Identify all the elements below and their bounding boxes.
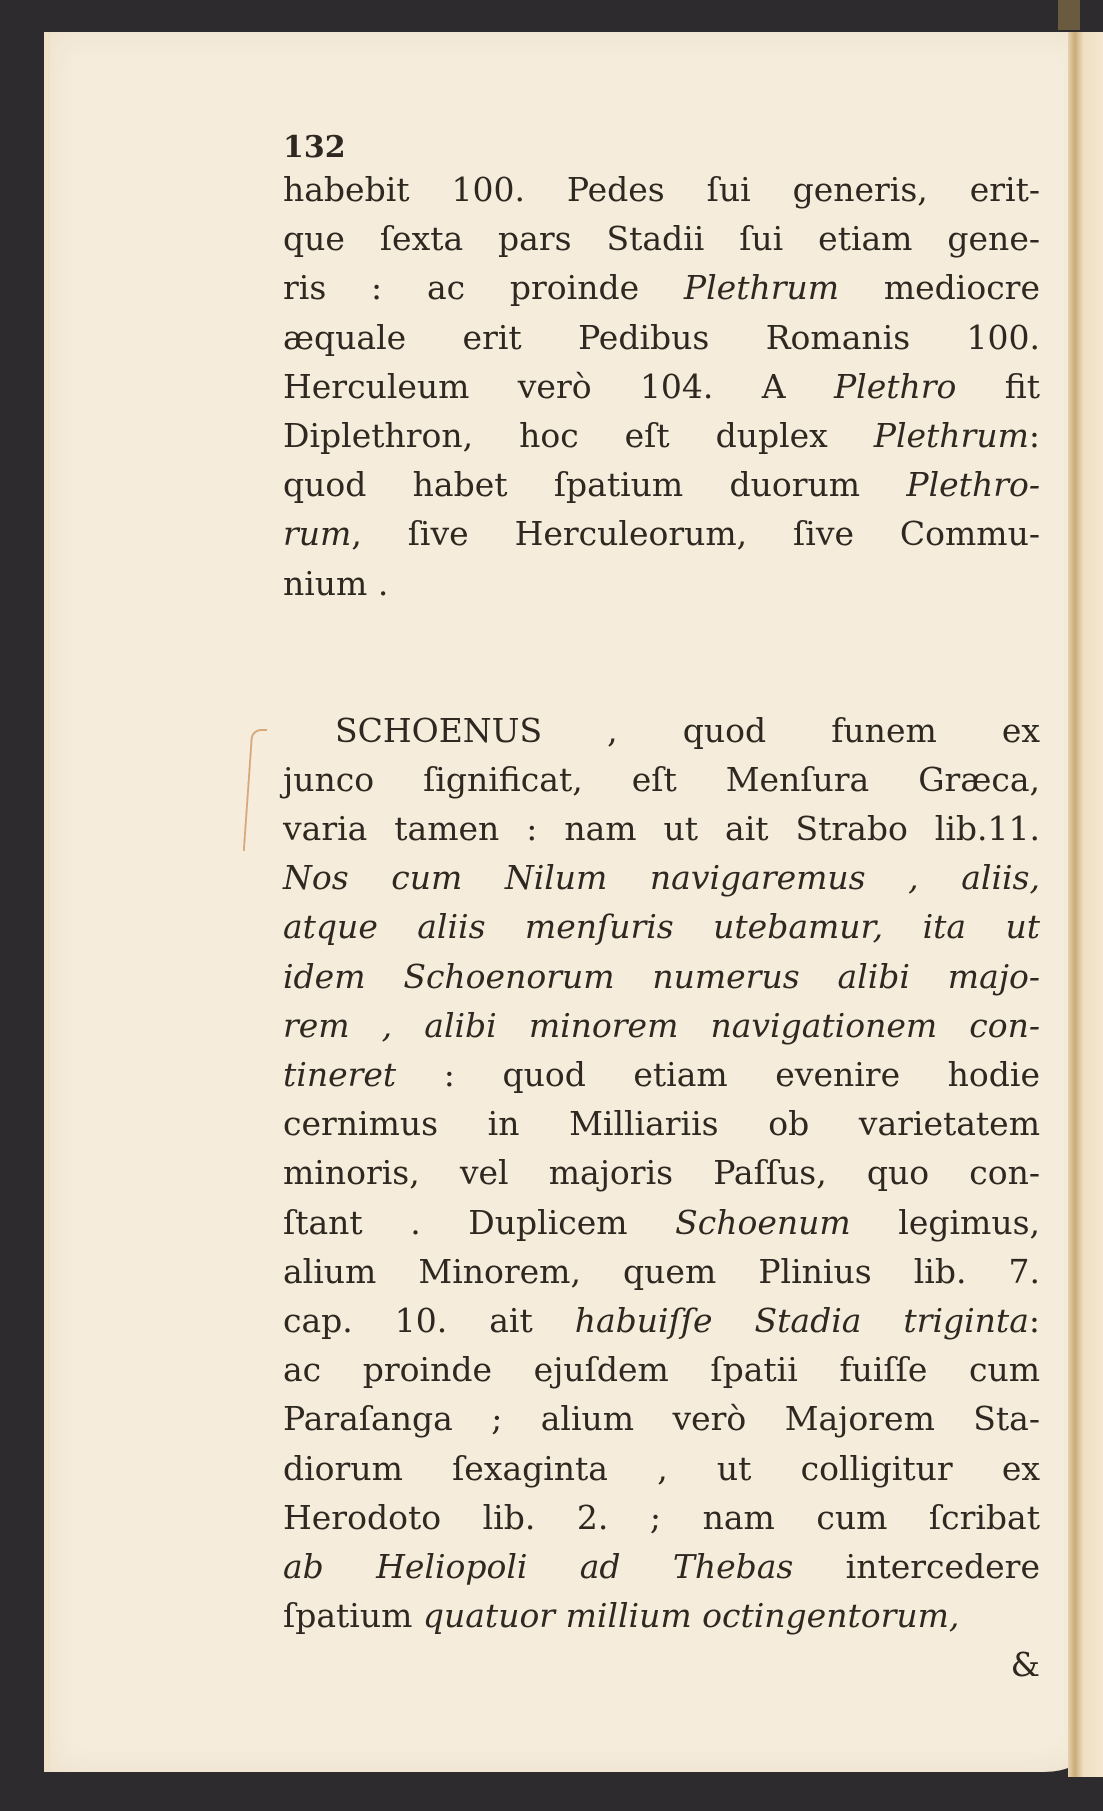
roman-text: que ſexta pars Stadii ſui etiam gene-: [283, 219, 1040, 259]
text-line: [283, 214, 1040, 263]
roman-text: alium Minorem, quem Plinius lib. 7.: [283, 1251, 1040, 1291]
page-text: [283, 131, 1040, 1689]
roman-text: legimus,: [850, 1202, 1040, 1242]
text-line: [283, 804, 1040, 853]
italic-text: habuiſſe Stadia triginta: [574, 1300, 1029, 1340]
text-line: [283, 1148, 1040, 1197]
italic-text: Plethrum: [683, 268, 840, 308]
roman-text: fit: [956, 366, 1041, 406]
roman-text: Paraſanga ; alium verò Majorem Sta-: [283, 1399, 1040, 1439]
italic-text: ab Heliopoli ad Thebas: [283, 1546, 794, 1586]
roman-text: æquale erit Pedibus Romanis 100.: [283, 317, 1040, 357]
roman-text: Herculeum verò 104. A: [283, 366, 834, 406]
italic-text: Schoenum: [675, 1202, 851, 1242]
paragraph-gap: [283, 608, 1040, 706]
roman-text: quod habet ſpatium duorum: [283, 465, 907, 505]
text-line: [283, 755, 1040, 804]
text-line: [283, 411, 1040, 460]
text-line: [283, 1247, 1040, 1296]
text-line: [283, 165, 1040, 214]
roman-text: habebit 100. Pedes ſui generis, erit-: [283, 170, 1040, 209]
italic-text: Plethro-: [906, 465, 1040, 505]
text-line: [283, 706, 1040, 755]
roman-text: varia tamen : nam ut ait Strabo lib.11.: [283, 809, 1040, 849]
text-line: [283, 313, 1040, 362]
text-line: [283, 1591, 1040, 1640]
roman-text: : quod etiam evenire hodie: [396, 1055, 1040, 1094]
roman-text: cap. 10. ait: [283, 1300, 575, 1340]
italic-text: Nos cum Nilum navigaremus , aliis,: [283, 858, 1040, 898]
roman-text: :: [1028, 1300, 1040, 1340]
roman-text: intercedere: [793, 1546, 1040, 1586]
roman-text: ris : ac proinde: [283, 268, 684, 308]
text-line: [283, 1394, 1040, 1443]
text-line: [283, 1493, 1040, 1542]
roman-text: ſtant . Duplicem: [283, 1202, 676, 1242]
text-line: [283, 1345, 1040, 1394]
italic-text: Plethrum: [873, 415, 1029, 455]
italic-text: rem , alibi minorem navigationem con-: [283, 1005, 1040, 1045]
text-line: [283, 1001, 1040, 1050]
roman-text: SCHOENUS , quod funem ex: [335, 710, 1040, 750]
text-line: [283, 952, 1040, 1001]
roman-text: :: [1028, 415, 1040, 455]
text-line: [283, 902, 1040, 951]
page-gutter: [1068, 32, 1103, 1777]
text-line: [283, 263, 1040, 312]
text-line: [283, 1198, 1040, 1247]
roman-text: junco ſignificat, eſt Menſura Græca,: [283, 759, 1040, 799]
paragraph-plethrum: [283, 165, 1040, 608]
italic-text: tineret: [283, 1055, 397, 1094]
italic-text: Plethro: [833, 366, 957, 406]
italic-text: quatuor millium octingentorum,: [422, 1596, 960, 1636]
text-line: [283, 853, 1040, 902]
roman-text: cernimus in Milliariis ob varietatem: [283, 1104, 1040, 1144]
text-line: [283, 362, 1040, 411]
italic-text: rum: [283, 514, 352, 554]
page-number: 132: [283, 130, 346, 165]
roman-text: mediocre: [839, 268, 1040, 308]
roman-text: minoris, vel majoris Paſſus, quo con-: [283, 1153, 1040, 1193]
text-line: [283, 1050, 1040, 1099]
roman-text: Herodoto lib. 2. ; nam cum ſcribat: [283, 1497, 1040, 1537]
book-spine-edge: [1058, 0, 1080, 30]
italic-text: idem Schoenorum numerus alibi majo-: [283, 956, 1040, 996]
text-line: [283, 1542, 1040, 1591]
paragraph-schoenus: [283, 706, 1040, 1641]
italic-text: atque aliis menſuris utebamur, ita ut: [283, 907, 1040, 947]
text-line: [283, 559, 1040, 608]
text-line: [283, 1296, 1040, 1345]
roman-text: nium .: [283, 563, 389, 603]
text-line: [283, 460, 1040, 509]
catchword: &: [1010, 1645, 1040, 1685]
text-line: [283, 509, 1040, 558]
text-line: [283, 1444, 1040, 1493]
roman-text: diorum ſexaginta , ut colligitur ex: [283, 1448, 1040, 1488]
roman-text: ac proinde ejuſdem ſpatii fuiſſe cum: [283, 1350, 1040, 1390]
text-line: [283, 1099, 1040, 1148]
roman-text: , ſive Herculeorum, ſive Commu-: [351, 514, 1040, 554]
roman-text: Diplethron, hoc eſt duplex: [283, 415, 874, 455]
roman-text: ſpatium: [283, 1596, 423, 1636]
